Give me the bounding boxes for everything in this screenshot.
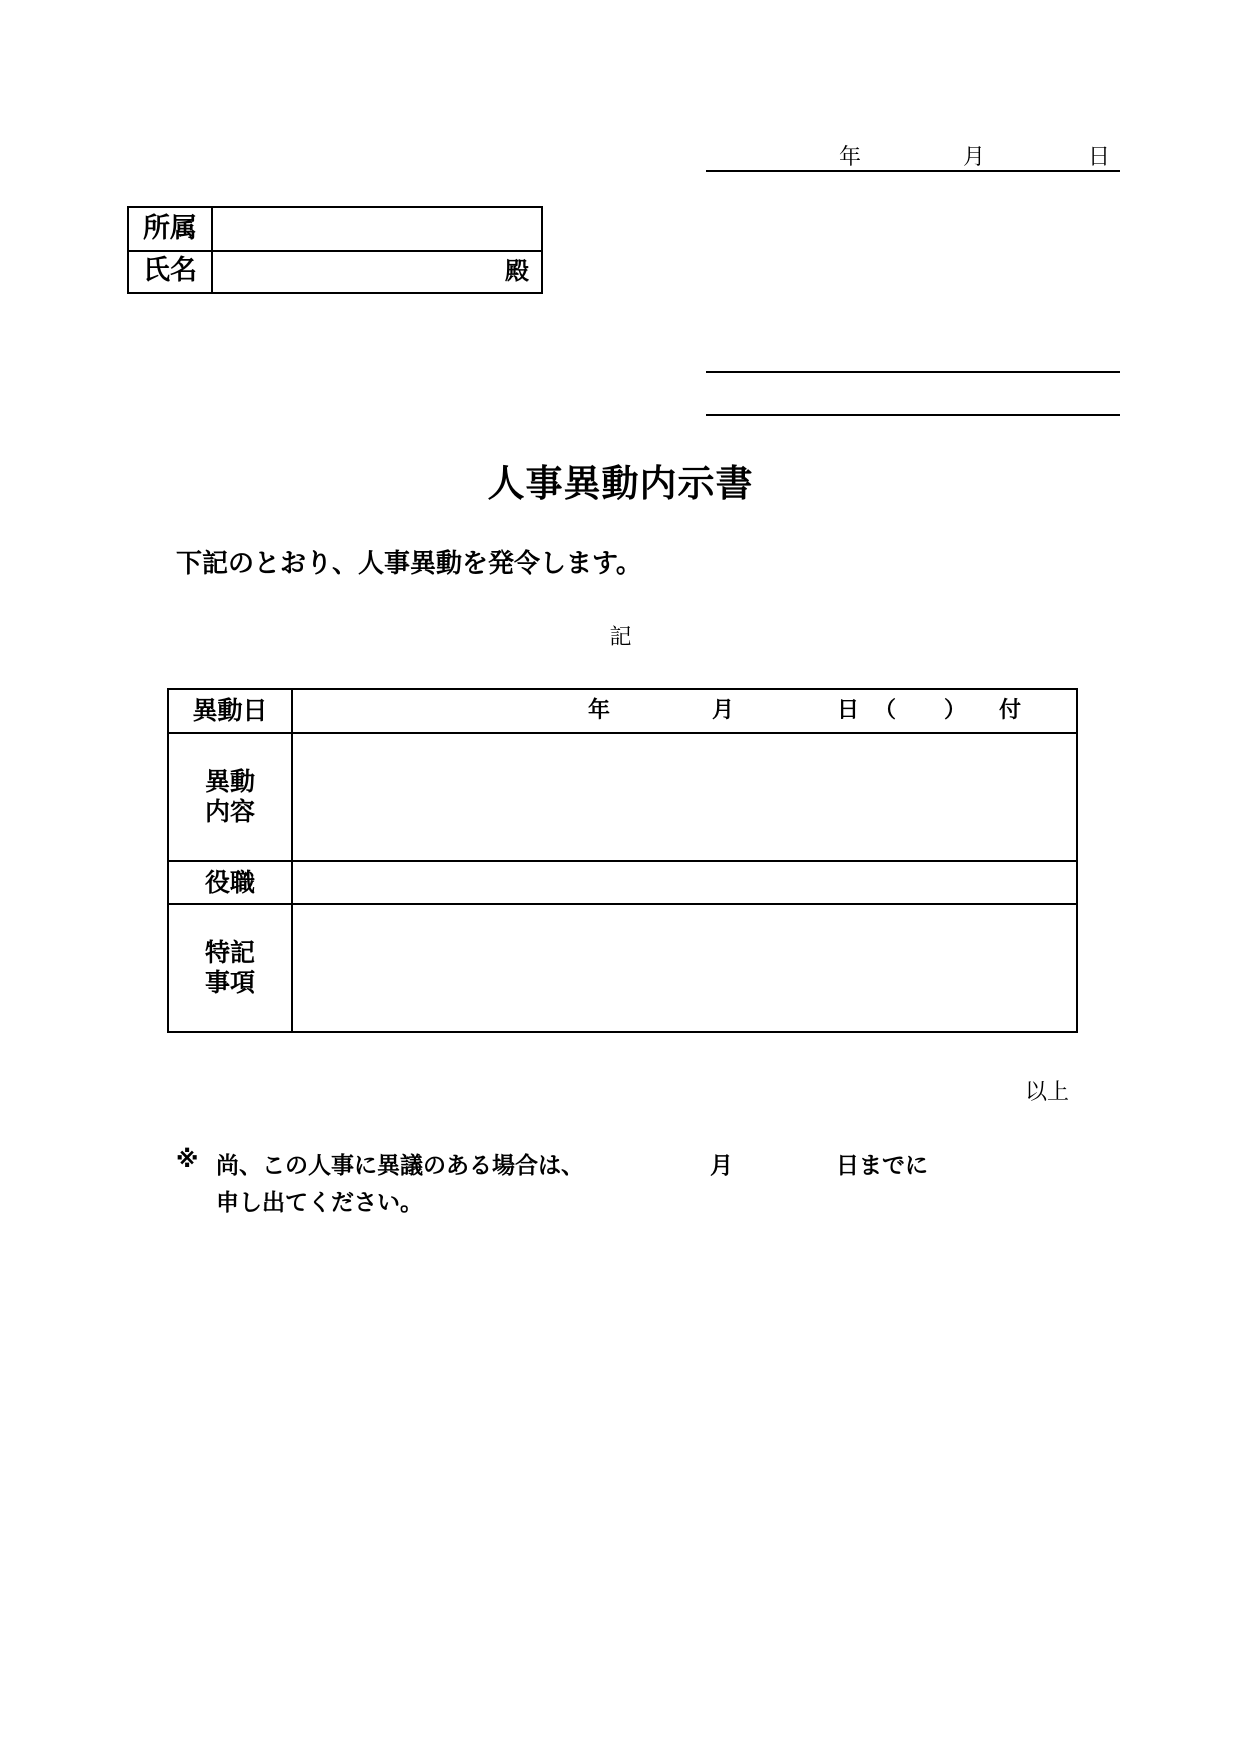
lead-text: 下記のとおり、人事異動を発令します。 bbox=[176, 549, 642, 579]
table-divider bbox=[169, 732, 1076, 734]
transfer-date-value bbox=[293, 690, 1076, 732]
ki-label: 記 bbox=[609, 625, 632, 650]
position-label: 役職 bbox=[169, 862, 293, 903]
transfer-content-label-line1: 異動 bbox=[204, 767, 255, 796]
name-label: 氏名 bbox=[129, 250, 213, 292]
header-day-label: 日 bbox=[1088, 145, 1111, 170]
note-line-2: 申し出てください。 bbox=[216, 1190, 423, 1216]
date-suffix: 付 bbox=[999, 698, 1022, 723]
notes-label-line1: 特記 bbox=[204, 938, 255, 967]
honorific: 殿 bbox=[505, 257, 529, 285]
transfer-date-label: 異動日 bbox=[169, 690, 293, 732]
affiliation-row bbox=[129, 208, 541, 252]
transfer-day-label: 日 bbox=[837, 698, 860, 723]
notes-label bbox=[169, 905, 293, 1031]
affiliation-label: 所属 bbox=[129, 208, 213, 250]
table-divider bbox=[169, 903, 1076, 905]
header-year-label: 年 bbox=[839, 145, 862, 170]
document-title: 人事異動内示書 bbox=[487, 462, 754, 505]
issuer-line-2 bbox=[706, 414, 1120, 416]
weekday-paren-close: ） bbox=[944, 698, 967, 723]
transfer-month-label: 月 bbox=[712, 698, 735, 723]
transfer-table bbox=[167, 688, 1078, 1033]
name-row bbox=[129, 250, 541, 292]
recipient-box bbox=[127, 206, 543, 294]
transfer-content-label-line2: 内容 bbox=[204, 797, 255, 826]
header-date-line bbox=[706, 170, 1120, 172]
transfer-content-label bbox=[169, 734, 293, 860]
note-day-suffix: 日までに bbox=[836, 1153, 928, 1179]
notes-label-line2: 事項 bbox=[204, 968, 255, 997]
weekday-paren-open: （ bbox=[874, 698, 897, 723]
issuer-line-1 bbox=[706, 371, 1120, 373]
header-month-label: 月 bbox=[963, 145, 986, 170]
note-month-label: 月 bbox=[710, 1153, 733, 1179]
closing-text: 以上 bbox=[1025, 1080, 1070, 1105]
transfer-year-label: 年 bbox=[588, 698, 611, 723]
table-divider bbox=[169, 860, 1076, 862]
note-line-1: 尚、この人事に異議のある場合は、 bbox=[216, 1153, 584, 1179]
note-mark: ※ bbox=[176, 1147, 199, 1173]
